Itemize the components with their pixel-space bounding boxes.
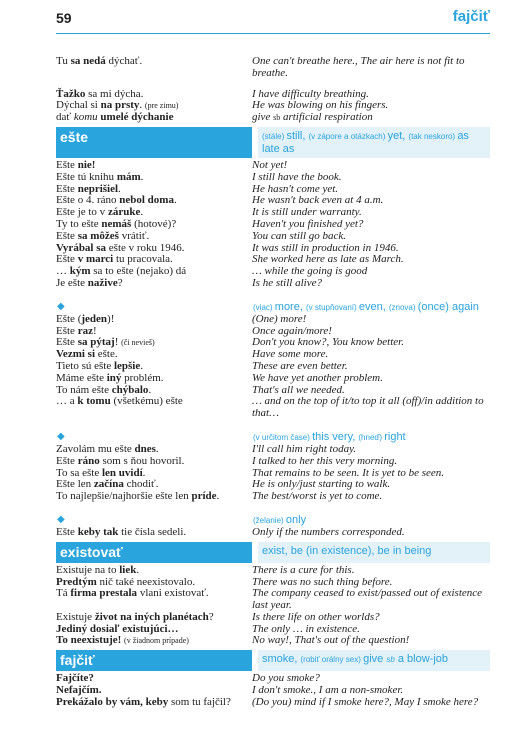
slovak-example: … a k tomu (všetkému) ešte: [56, 395, 183, 408]
headword: ešte: [56, 127, 252, 158]
slovak-example: Tu sa nedá dýchať.: [56, 55, 143, 67]
english-translation: (Do you) mind if I smoke here?, May I smoke here?: [252, 695, 479, 708]
slovak-example: To neexistuje! (v žiadnom prípade): [56, 634, 189, 647]
english-translation: We have yet another problem.: [252, 371, 383, 384]
english-translation: I still have the book.: [252, 170, 342, 183]
english-translation: He was blowing on his fingers.: [252, 99, 389, 112]
english-translation: He hasn't come yet.: [252, 182, 339, 195]
english-translation: Once again/more!: [252, 324, 332, 337]
dictionary-content: [56, 56, 490, 709]
example-row: [56, 112, 490, 124]
english-translation: There was no such thing before.: [252, 575, 393, 588]
example-row: [56, 697, 490, 709]
english-translation: (One) more!: [252, 312, 307, 325]
english-translation: Only if the numbers corresponded.: [252, 525, 405, 538]
english-translation: … and on the top of it/to top it all (off)/in addition to that…: [252, 395, 484, 420]
slovak-example: Ešte ráno som s ňou hovoril.: [56, 454, 185, 467]
example-row: [56, 635, 490, 647]
slovak-example: Ešte o 4. ráno nebol doma.: [56, 194, 177, 207]
sense-definition: (v určitom čase) this very, (hneď) right: [253, 430, 406, 443]
slovak-example: Tá firma prestala vlani existovať.: [56, 587, 209, 600]
slovak-example: Ešte sa pýtaj! (či nevieš): [56, 336, 155, 349]
header-divider: [56, 33, 490, 34]
slovak-example: … kým sa to ešte (nejako) dá: [56, 265, 187, 278]
page-number: 59: [56, 10, 72, 26]
english-translation: There is a cure for this.: [252, 563, 355, 576]
slovak-example: To sa ešte len uvidí.: [56, 466, 146, 479]
english-translation: I'll call him right today.: [252, 442, 357, 455]
sense-definition: (viac) more, (v stupňovaní) even, (znova) (once) again: [253, 300, 479, 313]
entry-header: [56, 127, 490, 158]
english-translation: Haven't you finished yet?: [252, 217, 364, 230]
diamond-icon: ◆: [57, 513, 65, 525]
slovak-example: Ťažko sa mi dýcha.: [56, 87, 144, 100]
example-row: [56, 56, 490, 80]
english-translation: One can't breathe here., The air here is not fit to breathe.: [252, 55, 465, 79]
example-row: [56, 396, 490, 420]
example-row: [56, 527, 490, 539]
english-translation: The best/worst is yet to come.: [252, 490, 383, 503]
english-translation: It was still in production in 1946.: [252, 241, 399, 254]
slovak-example: Ešte neprišiel.: [56, 182, 121, 195]
slovak-example: Prekážalo by vám, keby som tu fajčil?: [56, 695, 231, 708]
example-row: [56, 588, 490, 612]
headword-definition: exist, be (in existence), be in being: [258, 542, 490, 563]
slovak-example: dať komu umelé dýchanie: [56, 111, 174, 124]
slovak-example: Ešte raz!: [56, 324, 97, 337]
slovak-example: Ty to ešte nemáš (hotové)?: [56, 217, 177, 230]
english-translation: I don't smoke., I am a non-smoker.: [252, 684, 404, 697]
diamond-icon: ◆: [57, 430, 65, 442]
slovak-example: Tieto sú ešte lepšie.: [56, 359, 143, 372]
headword: fajčiť: [56, 650, 252, 671]
diamond-icon: ◆: [57, 300, 65, 312]
slovak-example: Je ešte nažive?: [56, 276, 123, 289]
english-translation: You can still go back.: [252, 229, 347, 242]
english-translation: Not yet!: [252, 158, 288, 171]
slovak-example: Zavolám mu ešte dnes.: [56, 442, 159, 455]
slovak-example: Existuje život na iných planétach?: [56, 610, 214, 623]
slovak-example: Nefajčím.: [56, 684, 102, 697]
headword-definition: (stále) still, (v zápore a otázkach) yet, (tak neskoro) as late as: [258, 127, 490, 158]
english-translation: Don't you know?, You know better.: [252, 336, 404, 349]
english-translation: He wasn't back even at 4 a.m.: [252, 194, 384, 207]
slovak-example: Ešte nie!: [56, 158, 96, 171]
headword-definition: smoke, (robiť orálny sex) give sb a blow-job: [258, 650, 490, 671]
english-translation: Is he still alive?: [252, 276, 322, 289]
example-row: [56, 491, 490, 503]
slovak-example: Vyrábal sa ešte v roku 1946.: [56, 241, 185, 254]
english-translation: That remains to be seen. It is yet to be seen.: [252, 466, 445, 479]
english-translation: Have some more.: [252, 348, 329, 361]
english-translation: I talked to her this very morning.: [252, 454, 398, 467]
english-translation: I have difficulty breathing.: [252, 87, 369, 100]
slovak-example: Ešte tú knihu mám.: [56, 170, 144, 183]
slovak-example: Fajčíte?: [56, 672, 94, 685]
slovak-example: To najlepšie/najhoršie ešte len príde.: [56, 490, 220, 503]
slovak-example: Ešte len začína chodiť.: [56, 478, 159, 491]
slovak-example: Máme ešte iný problém.: [56, 371, 164, 384]
english-translation: Is there life on other worlds?: [252, 610, 380, 623]
english-translation: That's all we needed.: [252, 383, 345, 396]
page-header: [0, 0, 524, 36]
slovak-example: To nám ešte chýbalo.: [56, 383, 152, 396]
slovak-example: Dýchal si na prsty. (pre zimu): [56, 99, 179, 112]
sense-definition: (želanie) only: [253, 513, 307, 526]
english-translation: No way!, That's out of the question!: [252, 634, 410, 647]
english-translation: These are even better.: [252, 359, 348, 372]
english-translation: Do you smoke?: [252, 672, 320, 685]
slovak-example: Jediný dosiaľ existujúci…: [56, 622, 179, 635]
slovak-example: Existuje na to liek.: [56, 563, 140, 576]
english-translation: He is only/just starting to walk.: [252, 478, 391, 491]
slovak-example: Ešte sa môžeš vrátiť.: [56, 229, 150, 242]
slovak-example: Vezmi si ešte.: [56, 348, 118, 361]
entry-header: [56, 542, 490, 563]
headword: existovať: [56, 542, 252, 563]
slovak-example: Ešte (jeden)!: [56, 312, 115, 325]
example-row: [56, 278, 490, 290]
running-headword: fajčiť: [452, 8, 490, 25]
slovak-example: Ešte je to v záruke.: [56, 206, 144, 219]
slovak-example: Ešte v marci tu pracovala.: [56, 253, 173, 266]
english-translation: It is still under warranty.: [252, 206, 362, 219]
english-translation: She worked here as late as March.: [252, 253, 404, 266]
entry-header: [56, 650, 490, 671]
english-translation: give sb artificial respiration: [252, 111, 373, 124]
slovak-example: Predtým nič také neexistovalo.: [56, 575, 196, 588]
english-translation: The company ceased to exist/passed out of existence last year.: [252, 587, 483, 612]
english-translation: The only … in existence.: [252, 622, 360, 635]
slovak-example: Ešte keby tak tie čísla sedeli.: [56, 525, 187, 538]
english-translation: … while the going is good: [252, 265, 368, 278]
